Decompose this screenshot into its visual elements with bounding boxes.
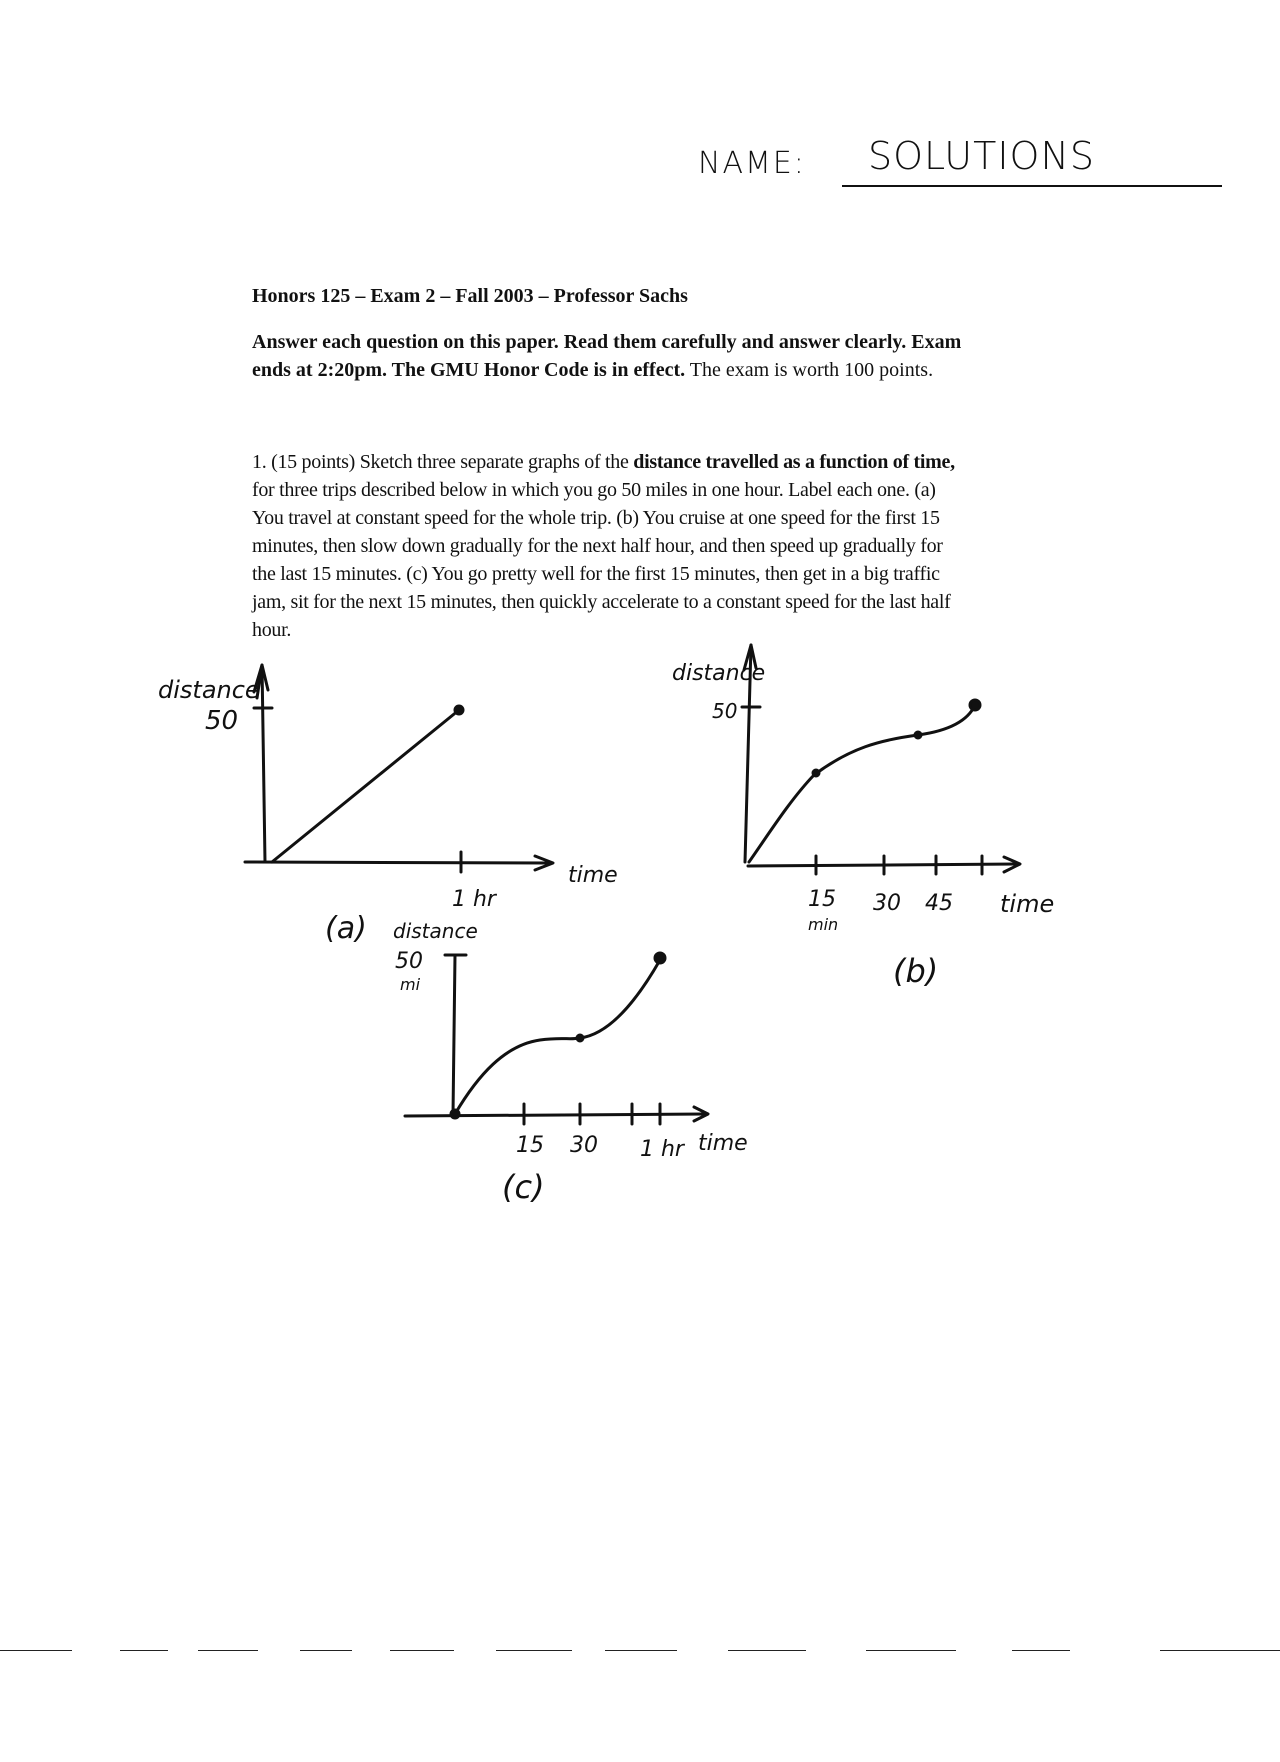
graph-a-curve bbox=[272, 710, 459, 862]
question-1-rest: for three trips described below in which you go 50 miles in one hour. Label each one. (a) You travel at constant speed for the whole trip. (b) You cruise at one speed for the first 15 minutes, then slow down gradually for the next half hour, and then speed up gradually for the last 15 minutes. (c) You go pretty well for the first 15 minutes, then get in a big traffic jam, sit for the next 15 minutes, then quickly accelerate to a constant speed for the last half hour. bbox=[252, 479, 951, 641]
question-1-lead: 1. (15 points) Sketch three separate graphs of the bbox=[252, 451, 634, 473]
graph-a-x-axis bbox=[245, 862, 548, 863]
graph-c bbox=[405, 953, 708, 1124]
graph-c-point-30 bbox=[577, 1035, 583, 1041]
graph-a-x-tick-label: 1 hr bbox=[452, 887, 496, 912]
scan-artifact bbox=[390, 1650, 454, 1651]
graph-a-label: (a) bbox=[325, 911, 367, 946]
graph-b bbox=[742, 645, 1020, 874]
graph-a bbox=[245, 665, 553, 872]
scan-artifact bbox=[866, 1650, 956, 1651]
scan-artifact bbox=[300, 1650, 352, 1651]
scan-artifact bbox=[120, 1650, 168, 1651]
graph-b-point-45 bbox=[915, 732, 921, 738]
scan-artifact bbox=[0, 1650, 72, 1651]
name-label: NAME: bbox=[698, 146, 806, 181]
graph-c-y-axis bbox=[453, 955, 455, 1115]
instructions-bold: Answer each question on this paper. Read them carefully and answer clearly. Exam ends at 2:20pm. The GMU Honor Code is in effect. bbox=[252, 331, 962, 381]
graph-b-label: (b) bbox=[893, 952, 939, 990]
graph-b-endpoint bbox=[970, 700, 980, 710]
scan-artifact bbox=[198, 1650, 258, 1651]
graph-b-x-tick-45: 45 bbox=[925, 891, 953, 916]
graph-c-label: (c) bbox=[502, 1168, 545, 1206]
graph-b-x-unit: min bbox=[808, 915, 839, 934]
name-value: SOLUTIONS bbox=[868, 134, 1095, 178]
question-1-bold: distance travelled as a function of time, bbox=[633, 451, 955, 473]
graph-c-x-tick-30: 30 bbox=[570, 1133, 598, 1158]
scan-artifact bbox=[605, 1650, 677, 1651]
graph-c-y-unit: mi bbox=[400, 975, 421, 994]
scan-artifact bbox=[1160, 1650, 1280, 1651]
graph-a-endpoint bbox=[455, 706, 463, 714]
graph-b-point-15 bbox=[813, 770, 819, 776]
graph-c-y-label: distance bbox=[393, 919, 478, 943]
graph-c-x-label: time bbox=[698, 1131, 748, 1156]
graph-b-x-tick-15: 15 bbox=[808, 887, 836, 912]
scan-artifact bbox=[728, 1650, 806, 1651]
graph-c-curve bbox=[455, 960, 660, 1114]
graph-a-x-label: time bbox=[568, 863, 618, 888]
graph-a-y-tick-label: 50 bbox=[205, 706, 239, 736]
graph-c-endpoint bbox=[655, 953, 665, 963]
graph-b-x-label: time bbox=[1000, 890, 1055, 918]
graph-c-x-tick-15: 15 bbox=[516, 1133, 544, 1158]
scan-artifact bbox=[1012, 1650, 1070, 1651]
graph-b-curve bbox=[749, 705, 975, 862]
exam-title: Honors 125 – Exam 2 – Fall 2003 – Professor Sachs bbox=[252, 285, 688, 307]
graph-c-x-end: 1 hr bbox=[640, 1137, 684, 1162]
graph-c-y-tick-label: 50 bbox=[395, 949, 423, 974]
scan-artifact bbox=[496, 1650, 572, 1651]
graph-b-x-tick-30: 30 bbox=[873, 891, 901, 916]
graph-c-origin bbox=[451, 1110, 459, 1118]
graph-b-y-label: distance bbox=[672, 661, 766, 686]
graph-a-y-label: distance bbox=[158, 676, 260, 704]
instructions-rest: The exam is worth 100 points. bbox=[685, 359, 934, 381]
graph-b-y-tick-label: 50 bbox=[712, 699, 738, 723]
